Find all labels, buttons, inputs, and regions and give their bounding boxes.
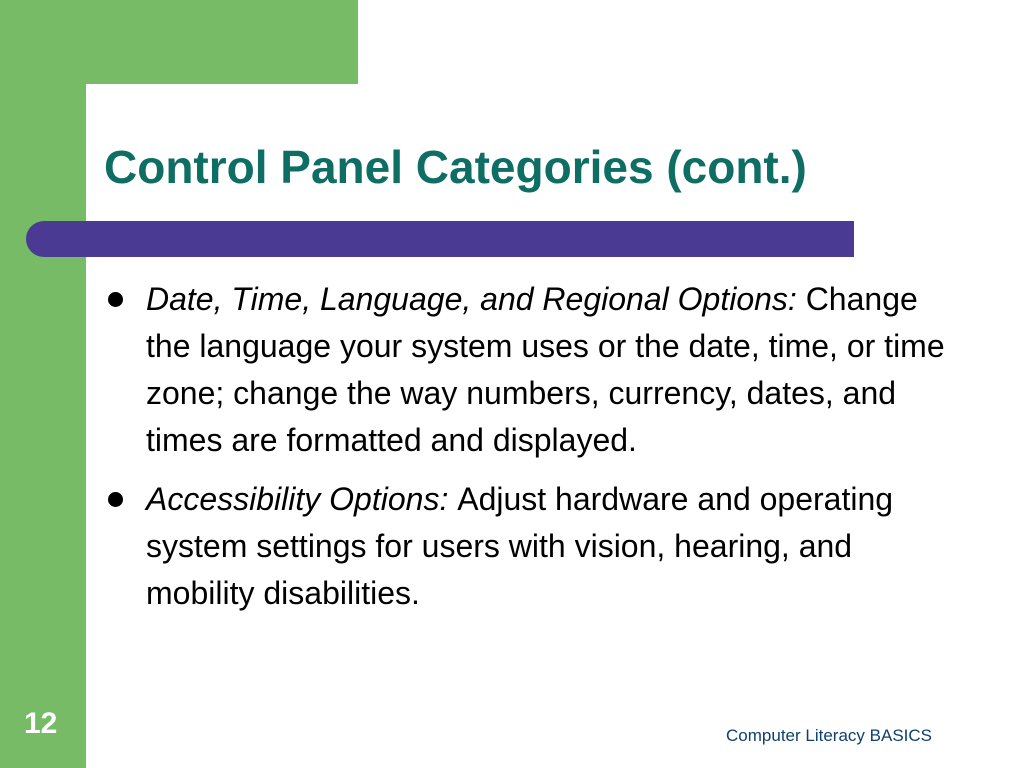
slide-title: Control Panel Categories (cont.) [104,141,807,193]
bullet-term: Date, Time, Language, and Regional Options: [146,281,806,317]
slide-number: 12 [24,707,58,740]
bullet-item-date-time [104,276,964,464]
bullet-term: Accessibility Options: [146,481,458,517]
bullet-text: Adjust hardware and operating system settings for users with vision, hearing, and mobility disabilities. [146,481,894,611]
footer-text: Computer Literacy BASICS [726,726,932,745]
bullet-dot-icon [108,492,123,507]
bullet-list [104,276,964,629]
bullet-text: Change the language your system uses or the date, time, or time zone; change the way numbers, currency, dates, and times are formatted and displayed. [146,281,945,458]
title-underline-bar [26,221,854,257]
bullet-item-accessibility [104,476,964,617]
bullet-dot-icon [108,292,123,307]
rounded-corner [86,84,146,144]
left-green-band [0,0,86,768]
top-green-band [0,0,358,84]
